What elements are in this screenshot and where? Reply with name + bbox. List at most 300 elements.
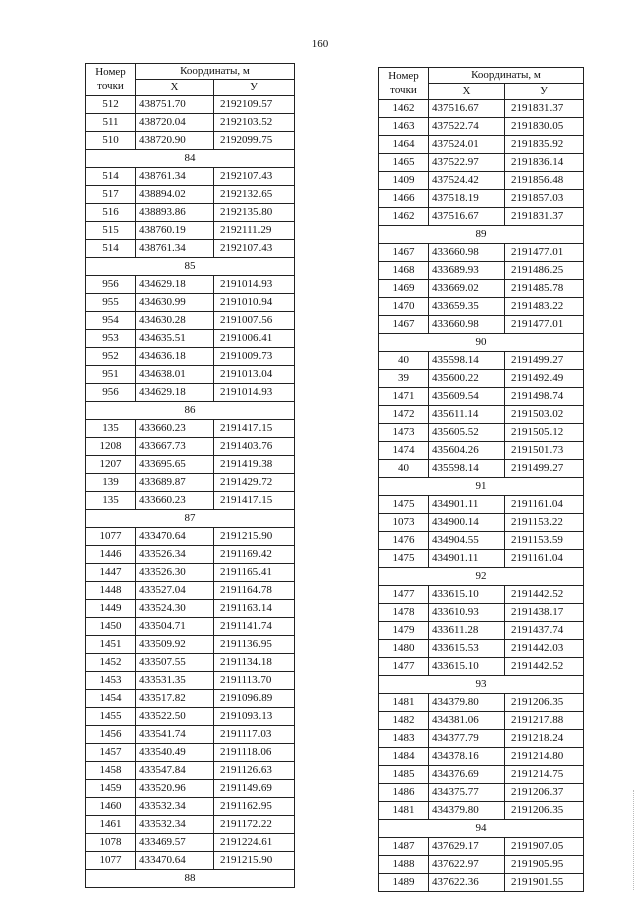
x-coordinate-cell: 433509.92 <box>136 636 214 654</box>
table-row <box>379 460 584 478</box>
y-coordinate-cell: 2191164.78 <box>214 582 295 600</box>
table-row <box>379 622 584 640</box>
point-number-cell: 1481 <box>379 694 429 712</box>
y-coordinate-cell: 2191442.03 <box>505 640 584 658</box>
point-number-cell: 1073 <box>379 514 429 532</box>
x-coordinate-cell: 437516.67 <box>429 100 505 118</box>
x-coordinate-cell: 437524.42 <box>429 172 505 190</box>
group-number: 88 <box>86 870 295 888</box>
y-coordinate-cell: 2191498.74 <box>505 388 584 406</box>
y-coordinate-cell: 2191417.15 <box>214 492 295 510</box>
x-coordinate-cell: 433615.53 <box>429 640 505 658</box>
table-row <box>86 474 295 492</box>
point-number-cell: 1447 <box>86 564 136 582</box>
table-row <box>86 726 295 744</box>
point-number-cell: 135 <box>86 420 136 438</box>
point-number-cell: 1470 <box>379 298 429 316</box>
y-coordinate-cell: 2191477.01 <box>505 316 584 334</box>
point-number-cell: 954 <box>86 312 136 330</box>
point-number-cell: 511 <box>86 114 136 132</box>
group-row <box>379 478 584 496</box>
table-row <box>379 388 584 406</box>
table-row <box>379 136 584 154</box>
point-number-cell: 1458 <box>86 762 136 780</box>
x-coordinate-cell: 433531.35 <box>136 672 214 690</box>
y-coordinate-cell: 2191162.95 <box>214 798 295 816</box>
table-row <box>86 330 295 348</box>
point-number-cell: 1478 <box>379 604 429 622</box>
point-number-cell: 1461 <box>86 816 136 834</box>
x-coordinate-cell: 433520.96 <box>136 780 214 798</box>
point-number-cell: 515 <box>86 222 136 240</box>
point-number-cell: 514 <box>86 240 136 258</box>
y-coordinate-cell: 2191113.70 <box>214 672 295 690</box>
table-row <box>86 690 295 708</box>
y-coordinate-cell: 2191153.59 <box>505 532 584 550</box>
x-coordinate-cell: 434375.77 <box>429 784 505 802</box>
table-row <box>86 564 295 582</box>
x-coordinate-cell: 433660.98 <box>429 244 505 262</box>
y-column-header: У <box>214 80 295 96</box>
y-coordinate-cell: 2191136.95 <box>214 636 295 654</box>
x-coordinate-cell: 438761.34 <box>136 240 214 258</box>
x-coordinate-cell: 434381.06 <box>429 712 505 730</box>
table-row <box>379 280 584 298</box>
point-number-cell: 39 <box>379 370 429 388</box>
table-row <box>379 802 584 820</box>
x-coordinate-cell: 434379.80 <box>429 694 505 712</box>
y-coordinate-cell: 2191206.35 <box>505 694 584 712</box>
x-coordinate-cell: 433470.64 <box>136 528 214 546</box>
y-coordinate-cell: 2191161.04 <box>505 496 584 514</box>
y-coordinate-cell: 2191172.22 <box>214 816 295 834</box>
point-number-cell: 1462 <box>379 100 429 118</box>
y-coordinate-cell: 2191503.02 <box>505 406 584 424</box>
x-coordinate-cell: 434636.18 <box>136 348 214 366</box>
y-coordinate-cell: 2191442.52 <box>505 586 584 604</box>
table-row <box>86 636 295 654</box>
x-coordinate-cell: 433517.82 <box>136 690 214 708</box>
group-number: 85 <box>86 258 295 276</box>
y-coordinate-cell: 2191836.14 <box>505 154 584 172</box>
y-coordinate-cell: 2191438.17 <box>505 604 584 622</box>
y-coordinate-cell: 2192107.43 <box>214 168 295 186</box>
point-number-cell: 1485 <box>379 766 429 784</box>
point-number-cell: 40 <box>379 460 429 478</box>
x-coordinate-cell: 433660.23 <box>136 420 214 438</box>
x-coordinate-cell: 433522.50 <box>136 708 214 726</box>
y-coordinate-cell: 2191161.04 <box>505 550 584 568</box>
x-coordinate-cell: 438893.86 <box>136 204 214 222</box>
x-coordinate-cell: 438894.02 <box>136 186 214 204</box>
point-number-cell: 1448 <box>86 582 136 600</box>
x-coordinate-cell: 433611.28 <box>429 622 505 640</box>
group-row <box>86 258 295 276</box>
point-number-cell: 1473 <box>379 424 429 442</box>
x-coordinate-cell: 433540.49 <box>136 744 214 762</box>
x-coordinate-cell: 437524.01 <box>429 136 505 154</box>
x-coordinate-cell: 437522.74 <box>429 118 505 136</box>
point-number-cell: 1468 <box>379 262 429 280</box>
group-number: 84 <box>86 150 295 168</box>
point-number-cell: 1489 <box>379 874 429 892</box>
table-row <box>379 550 584 568</box>
table-row <box>86 582 295 600</box>
x-column-header: X <box>136 80 214 96</box>
x-coordinate-cell: 438720.04 <box>136 114 214 132</box>
point-number-cell: 1077 <box>86 852 136 870</box>
x-coordinate-cell: 433532.34 <box>136 798 214 816</box>
x-coordinate-cell: 433524.30 <box>136 600 214 618</box>
y-coordinate-cell: 2191096.89 <box>214 690 295 708</box>
point-number-cell: 1452 <box>86 654 136 672</box>
point-number-cell: 1446 <box>86 546 136 564</box>
y-coordinate-cell: 2191215.90 <box>214 852 295 870</box>
point-number-cell: 1459 <box>86 780 136 798</box>
point-number-cell: 1487 <box>379 838 429 856</box>
group-row <box>86 150 295 168</box>
table-row <box>379 496 584 514</box>
point-number-cell: 1077 <box>86 528 136 546</box>
group-row <box>86 510 295 528</box>
table-row <box>86 762 295 780</box>
table-header <box>86 64 295 96</box>
table-row <box>86 708 295 726</box>
x-coordinate-cell: 437629.17 <box>429 838 505 856</box>
x-coordinate-cell: 434629.18 <box>136 384 214 402</box>
y-coordinate-cell: 2191206.37 <box>505 784 584 802</box>
table-row <box>379 262 584 280</box>
x-coordinate-cell: 433659.35 <box>429 298 505 316</box>
x-coordinate-cell: 433660.98 <box>429 316 505 334</box>
y-coordinate-cell: 2191010.94 <box>214 294 295 312</box>
x-coordinate-cell: 435600.22 <box>429 370 505 388</box>
point-number-cell: 1471 <box>379 388 429 406</box>
table-row <box>86 348 295 366</box>
x-coordinate-cell: 435598.14 <box>429 352 505 370</box>
table-row <box>379 424 584 442</box>
table-row <box>86 672 295 690</box>
table-row <box>379 352 584 370</box>
table-row <box>379 100 584 118</box>
y-coordinate-cell: 2191217.88 <box>505 712 584 730</box>
group-number: 89 <box>379 226 584 244</box>
y-coordinate-cell: 2192111.29 <box>214 222 295 240</box>
group-row <box>379 568 584 586</box>
table-body <box>379 100 584 892</box>
x-coordinate-cell: 437622.36 <box>429 874 505 892</box>
table-row <box>86 456 295 474</box>
scan-edge-marks <box>631 790 634 890</box>
y-coordinate-cell: 2191169.42 <box>214 546 295 564</box>
y-coordinate-cell: 2191006.41 <box>214 330 295 348</box>
point-number-cell: 1474 <box>379 442 429 460</box>
y-coordinate-cell: 2191831.37 <box>505 100 584 118</box>
x-coordinate-cell: 434635.51 <box>136 330 214 348</box>
x-coordinate-cell: 433610.93 <box>429 604 505 622</box>
x-coordinate-cell: 435609.54 <box>429 388 505 406</box>
point-number-header: Номер точки <box>86 64 136 96</box>
point-number-cell: 1463 <box>379 118 429 136</box>
x-coordinate-cell: 433469.57 <box>136 834 214 852</box>
y-coordinate-cell: 2191165.41 <box>214 564 295 582</box>
x-coordinate-cell: 435598.14 <box>429 460 505 478</box>
group-row <box>379 820 584 838</box>
table-row <box>379 658 584 676</box>
y-coordinate-cell: 2191007.56 <box>214 312 295 330</box>
x-coordinate-cell: 433667.73 <box>136 438 214 456</box>
y-coordinate-cell: 2191437.74 <box>505 622 584 640</box>
page-number: 160 <box>311 38 329 50</box>
table-row <box>86 654 295 672</box>
table-row <box>379 442 584 460</box>
table-row <box>379 838 584 856</box>
point-number-cell: 510 <box>86 132 136 150</box>
point-number-cell: 1477 <box>379 658 429 676</box>
point-number-cell: 1208 <box>86 438 136 456</box>
x-coordinate-cell: 433615.10 <box>429 658 505 676</box>
x-coordinate-cell: 433507.55 <box>136 654 214 672</box>
point-number-cell: 139 <box>86 474 136 492</box>
y-coordinate-cell: 2191224.61 <box>214 834 295 852</box>
table-row <box>379 370 584 388</box>
point-number-cell: 1488 <box>379 856 429 874</box>
x-coordinate-cell: 433470.64 <box>136 852 214 870</box>
y-coordinate-cell: 2191141.74 <box>214 618 295 636</box>
point-number-cell: 1477 <box>379 586 429 604</box>
x-coordinate-cell: 434377.79 <box>429 730 505 748</box>
point-number-cell: 516 <box>86 204 136 222</box>
point-number-header: Номер точки <box>379 68 429 100</box>
x-coordinate-cell: 434900.14 <box>429 514 505 532</box>
table-row <box>86 528 295 546</box>
x-coordinate-cell: 435604.26 <box>429 442 505 460</box>
y-coordinate-cell: 2191505.12 <box>505 424 584 442</box>
y-coordinate-cell: 2191206.35 <box>505 802 584 820</box>
group-row <box>86 870 295 888</box>
x-coordinate-cell: 433695.65 <box>136 456 214 474</box>
group-number: 86 <box>86 402 295 420</box>
group-row <box>86 402 295 420</box>
y-coordinate-cell: 2191153.22 <box>505 514 584 532</box>
y-coordinate-cell: 2191857.03 <box>505 190 584 208</box>
y-coordinate-cell: 2191499.27 <box>505 460 584 478</box>
point-number-cell: 1078 <box>86 834 136 852</box>
table-row <box>86 780 295 798</box>
group-number: 87 <box>86 510 295 528</box>
table-row <box>86 114 295 132</box>
table-row <box>379 118 584 136</box>
y-coordinate-cell: 2191013.04 <box>214 366 295 384</box>
table-row <box>379 406 584 424</box>
point-number-cell: 1479 <box>379 622 429 640</box>
point-number-cell: 1453 <box>86 672 136 690</box>
table-row <box>379 172 584 190</box>
point-number-cell: 1456 <box>86 726 136 744</box>
y-coordinate-cell: 2191429.72 <box>214 474 295 492</box>
x-coordinate-cell: 435605.52 <box>429 424 505 442</box>
point-number-cell: 1455 <box>86 708 136 726</box>
x-coordinate-cell: 433689.93 <box>429 262 505 280</box>
x-coordinate-cell: 437516.67 <box>429 208 505 226</box>
point-number-cell: 1466 <box>379 190 429 208</box>
y-column-header: У <box>505 84 584 100</box>
x-coordinate-cell: 433532.34 <box>136 816 214 834</box>
point-number-cell: 1454 <box>86 690 136 708</box>
y-coordinate-cell: 2191492.49 <box>505 370 584 388</box>
y-coordinate-cell: 2191477.01 <box>505 244 584 262</box>
x-coordinate-cell: 433526.34 <box>136 546 214 564</box>
x-coordinate-cell: 433504.71 <box>136 618 214 636</box>
group-number: 91 <box>379 478 584 496</box>
table-row <box>379 748 584 766</box>
table-row <box>86 384 295 402</box>
y-coordinate-cell: 2191117.03 <box>214 726 295 744</box>
point-number-cell: 1457 <box>86 744 136 762</box>
table-row <box>379 640 584 658</box>
table-row <box>379 766 584 784</box>
table-row <box>86 132 295 150</box>
point-number-cell: 514 <box>86 168 136 186</box>
y-coordinate-cell: 2191149.69 <box>214 780 295 798</box>
point-number-cell: 1467 <box>379 316 429 334</box>
x-coordinate-cell: 433660.23 <box>136 492 214 510</box>
table-row <box>86 276 295 294</box>
point-number-cell: 956 <box>86 276 136 294</box>
point-number-cell: 1451 <box>86 636 136 654</box>
point-number-cell: 1469 <box>379 280 429 298</box>
x-coordinate-cell: 433615.10 <box>429 586 505 604</box>
coordinates-header: Координаты, м <box>429 68 584 84</box>
x-coordinate-cell: 434630.99 <box>136 294 214 312</box>
y-coordinate-cell: 2192107.43 <box>214 240 295 258</box>
point-number-cell: 1475 <box>379 496 429 514</box>
group-row <box>379 226 584 244</box>
point-number-cell: 1467 <box>379 244 429 262</box>
coordinates-table-right <box>378 67 584 892</box>
table-row <box>379 730 584 748</box>
table-header <box>379 68 584 100</box>
table-row <box>86 438 295 456</box>
y-coordinate-cell: 2191403.76 <box>214 438 295 456</box>
table-row <box>86 420 295 438</box>
x-column-header: X <box>429 84 505 100</box>
table-row <box>86 240 295 258</box>
table-row <box>379 604 584 622</box>
group-number: 90 <box>379 334 584 352</box>
table-row <box>86 222 295 240</box>
table-row <box>86 96 295 114</box>
table-row <box>86 744 295 762</box>
table-row <box>86 204 295 222</box>
point-number-cell: 1465 <box>379 154 429 172</box>
x-coordinate-cell: 437522.97 <box>429 154 505 172</box>
y-coordinate-cell: 2191485.78 <box>505 280 584 298</box>
table-row <box>86 798 295 816</box>
x-coordinate-cell: 433547.84 <box>136 762 214 780</box>
x-coordinate-cell: 434904.55 <box>429 532 505 550</box>
x-coordinate-cell: 433527.04 <box>136 582 214 600</box>
table-row <box>379 514 584 532</box>
table-body <box>86 96 295 888</box>
y-coordinate-cell: 2192109.57 <box>214 96 295 114</box>
x-coordinate-cell: 434630.28 <box>136 312 214 330</box>
y-coordinate-cell: 2191009.73 <box>214 348 295 366</box>
table-row <box>379 586 584 604</box>
point-number-cell: 1472 <box>379 406 429 424</box>
point-number-cell: 956 <box>86 384 136 402</box>
point-number-cell: 1449 <box>86 600 136 618</box>
point-number-cell: 1476 <box>379 532 429 550</box>
table-row <box>86 492 295 510</box>
table-row <box>86 816 295 834</box>
x-coordinate-cell: 433689.87 <box>136 474 214 492</box>
x-coordinate-cell: 438751.70 <box>136 96 214 114</box>
y-coordinate-cell: 2191830.05 <box>505 118 584 136</box>
point-number-cell: 1450 <box>86 618 136 636</box>
y-coordinate-cell: 2191501.73 <box>505 442 584 460</box>
group-number: 93 <box>379 676 584 694</box>
point-number-cell: 951 <box>86 366 136 384</box>
x-coordinate-cell: 434901.11 <box>429 496 505 514</box>
y-coordinate-cell: 2191215.90 <box>214 528 295 546</box>
table-row <box>86 312 295 330</box>
y-coordinate-cell: 2191486.25 <box>505 262 584 280</box>
x-coordinate-cell: 433526.30 <box>136 564 214 582</box>
point-number-cell: 512 <box>86 96 136 114</box>
x-coordinate-cell: 434378.16 <box>429 748 505 766</box>
y-coordinate-cell: 2192135.80 <box>214 204 295 222</box>
x-coordinate-cell: 434379.80 <box>429 802 505 820</box>
table-row <box>379 154 584 172</box>
y-coordinate-cell: 2191901.55 <box>505 874 584 892</box>
table-row <box>379 856 584 874</box>
table-row <box>86 186 295 204</box>
point-number-cell: 1207 <box>86 456 136 474</box>
table-row <box>86 168 295 186</box>
table-row <box>379 784 584 802</box>
point-number-cell: 1480 <box>379 640 429 658</box>
point-number-cell: 517 <box>86 186 136 204</box>
table-row <box>379 532 584 550</box>
point-number-cell: 1486 <box>379 784 429 802</box>
x-coordinate-cell: 438761.34 <box>136 168 214 186</box>
x-coordinate-cell: 433541.74 <box>136 726 214 744</box>
point-number-cell: 953 <box>86 330 136 348</box>
point-number-cell: 1475 <box>379 550 429 568</box>
y-coordinate-cell: 2191214.75 <box>505 766 584 784</box>
point-number-cell: 40 <box>379 352 429 370</box>
table-row <box>86 618 295 636</box>
table-row <box>86 852 295 870</box>
x-coordinate-cell: 434629.18 <box>136 276 214 294</box>
table-row <box>379 694 584 712</box>
y-coordinate-cell: 2191218.24 <box>505 730 584 748</box>
table-row <box>379 298 584 316</box>
y-coordinate-cell: 2191126.63 <box>214 762 295 780</box>
y-coordinate-cell: 2191134.18 <box>214 654 295 672</box>
group-row <box>379 334 584 352</box>
table-row <box>379 244 584 262</box>
x-coordinate-cell: 434638.01 <box>136 366 214 384</box>
y-coordinate-cell: 2191442.52 <box>505 658 584 676</box>
x-coordinate-cell: 433669.02 <box>429 280 505 298</box>
y-coordinate-cell: 2191014.93 <box>214 384 295 402</box>
point-number-cell: 1481 <box>379 802 429 820</box>
table-row <box>379 712 584 730</box>
point-number-cell: 952 <box>86 348 136 366</box>
table-row <box>379 316 584 334</box>
